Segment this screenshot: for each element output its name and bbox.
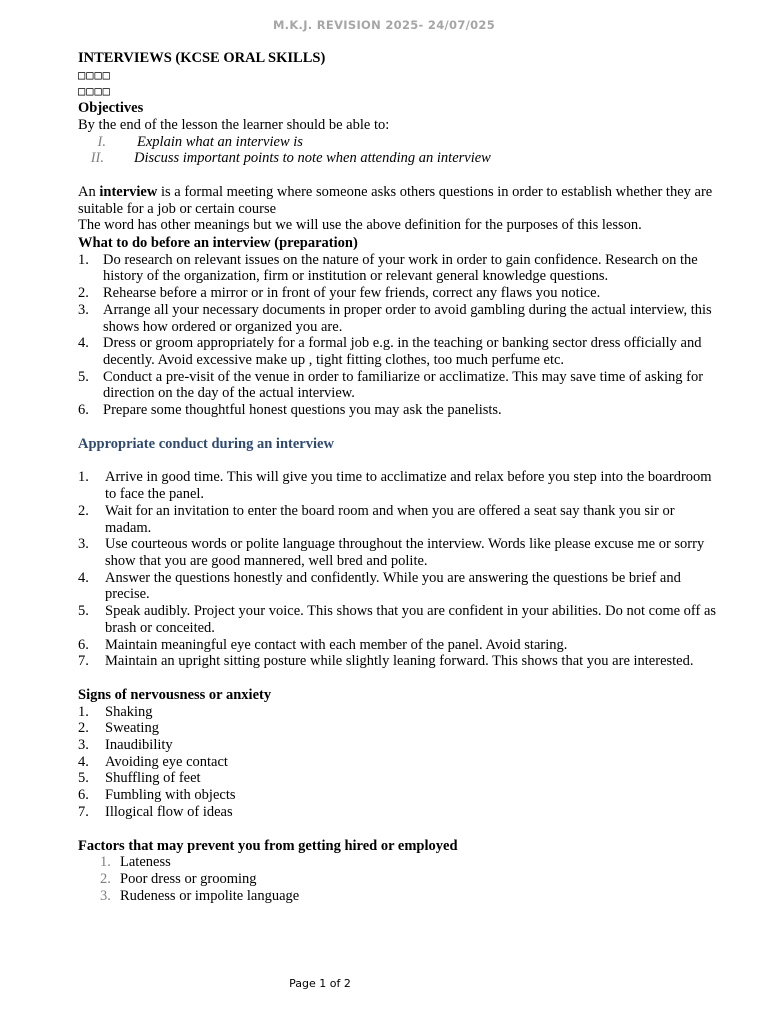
page-header: M.K.J. REVISION 2025- 24/07/025: [272, 18, 496, 32]
list-item: 3. Arrange all your necessary documents in proper order to avoid gambling during the actual interview, this shows how ordered or organized you are.: [78, 301, 712, 335]
definition-paragraph: An interview is a formal meeting where someone asks others questions in order to establish whether they are suitable for a job or certain course: [78, 183, 713, 217]
list-item: 3. Rudeness or impolite language: [100, 887, 300, 904]
list-item: 1. Shaking: [78, 703, 153, 720]
nervousness-heading: Signs of nervousness or anxiety: [78, 686, 272, 703]
definition-note: The word has other meanings but we will use the above definition for the purposes of this lesson.: [78, 217, 642, 234]
list-item: 4. Avoiding eye contact: [78, 753, 228, 770]
objectives-heading: Objectives: [78, 100, 144, 117]
list-item: 3. Inaudibility: [78, 737, 173, 754]
list-item: 6. Fumbling with objects: [78, 787, 236, 804]
objectives-intro: By the end of the lesson the learner should be able to:: [78, 116, 390, 133]
factors-list: [78, 854, 718, 904]
list-item: 2. Poor dress or grooming: [100, 870, 257, 887]
list-item: 2. Rehearse before a mirror or in front of your few friends, correct any flaws you notice.: [78, 285, 601, 302]
list-item: 1. Lateness: [100, 854, 171, 871]
definition-term: interview: [99, 183, 158, 200]
list-item: 5. Conduct a pre-visit of the venue in order to familiarize or acclimatize. This may save time of asking for direction on the day of the actual interview.: [78, 368, 704, 402]
list-item: 1. Arrive in good time. This will give you time to acclimatize and relax before you step into the boardroom to face the panel.: [78, 469, 712, 503]
list-item: 5. Shuffling of feet: [78, 770, 201, 787]
nervousness-list: [78, 704, 718, 821]
factors-heading: Factors that may prevent you from getting hired or employed: [78, 837, 458, 854]
list-item: 2. Wait for an invitation to enter the board room and when you are offered a seat say thank you sir or madam.: [78, 502, 675, 536]
glyph-row: □□□□: [78, 84, 111, 99]
list-item: 6. Maintain meaningful eye contact with each member of the panel. Avoid staring.: [78, 636, 568, 653]
list-item: 7. Maintain an upright sitting posture while slightly leaning forward. This shows that you are interested.: [78, 653, 694, 670]
objective-text: Discuss important points to note when attending an interview: [134, 150, 491, 167]
document-body: [78, 50, 718, 904]
document-title: INTERVIEWS (KCSE ORAL SKILLS): [78, 50, 326, 66]
list-item: 1. Do research on relevant issues on the nature of your work in order to gain confidence. Research on the history of the organization, firm or institution or relevant general knowledge questions.: [78, 251, 698, 285]
page-footer: Page 1 of 2: [289, 977, 351, 990]
conduct-heading: Appropriate conduct during an interview: [78, 435, 334, 452]
objective-number: II.: [90, 150, 104, 167]
list-item: 2. Sweating: [78, 720, 159, 737]
objective-item: [78, 150, 718, 167]
before-heading: What to do before an interview (preparation): [78, 235, 358, 252]
glyph-row: □□□□: [78, 67, 111, 82]
list-item: 4. Dress or groom appropriately for a formal job e.g. in the teaching or banking sector dress officially and decently. Avoid excessive make up , tight fitting clothes, too much perfume etc.: [78, 335, 702, 368]
list-item: 4. Answer the questions honestly and confidently. While you are answering the questions be brief and precise.: [78, 569, 681, 603]
objective-text: Explain what an interview is: [137, 133, 303, 150]
list-item: 3. Use courteous words or polite language throughout the interview. Words like please excuse me or sorry show that you are good mannered, well bred and polite.: [78, 536, 705, 569]
objective-item: [78, 134, 718, 151]
before-list: [78, 252, 718, 419]
list-item: 6. Prepare some thoughtful honest questions you may ask the panelists.: [78, 402, 502, 419]
list-item: 7. Illogical flow of ideas: [78, 803, 233, 820]
objective-number: I.: [97, 133, 106, 150]
conduct-list: [78, 469, 718, 669]
list-item: 5. Speak audibly. Project your voice. This shows that you are confident in your abilities. Do not come off as brash or conceited.: [78, 603, 717, 636]
